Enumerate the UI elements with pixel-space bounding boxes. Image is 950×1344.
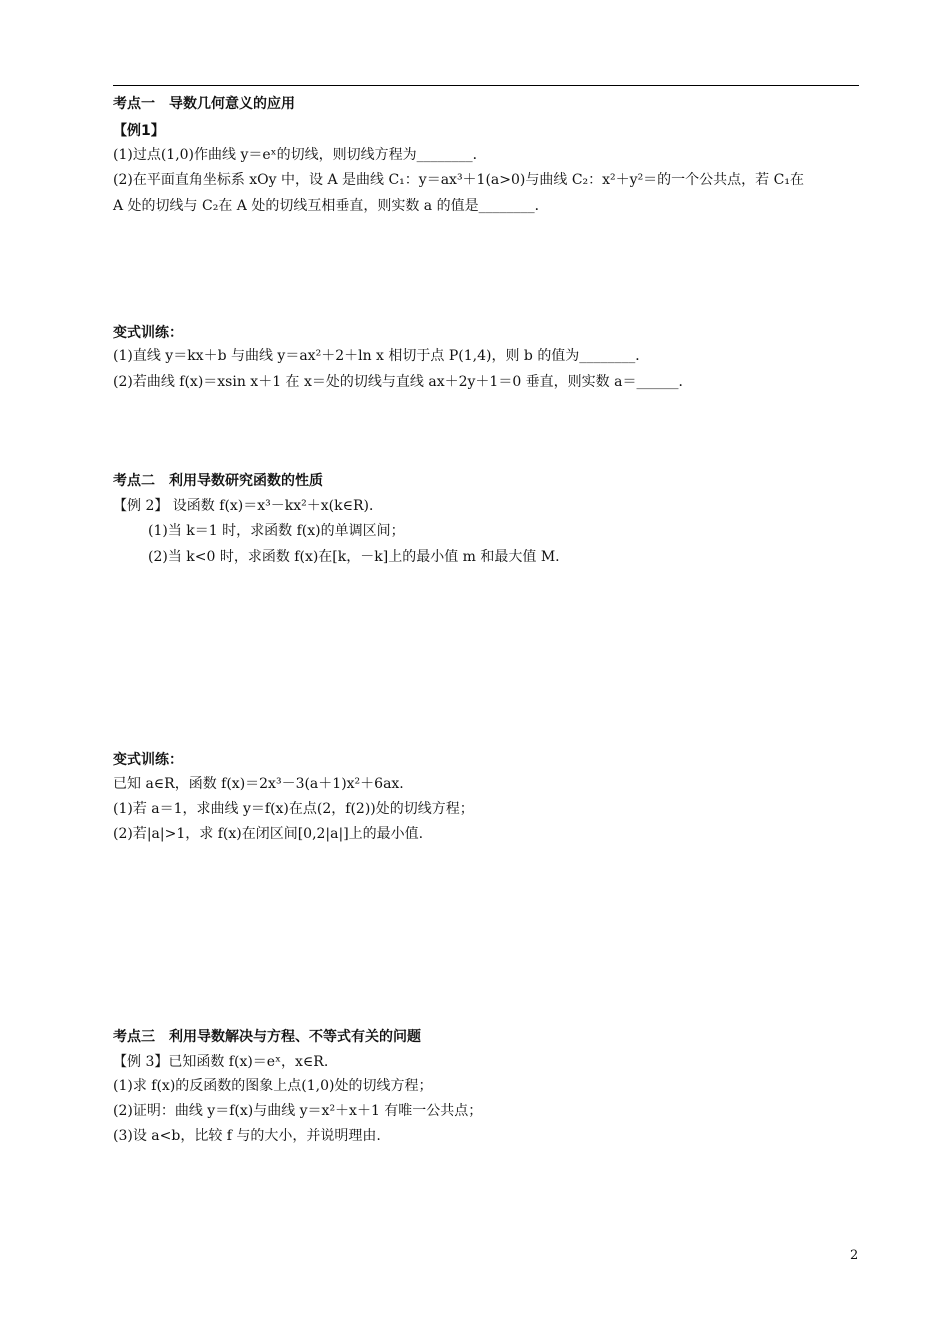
example1-part2-cont: A 处的切线与 C₂在 A 处的切线互相垂直，则实数 a 的值是________．: [113, 198, 549, 214]
practice2-part1: (1)若 a＝1，求曲线 y＝f(x)在点(2，f(2))处的切线方程；: [113, 801, 474, 817]
example3-line: 【例 3】已知函数 f(x)＝eˣ，x∈R.: [113, 1054, 329, 1070]
example3-part1: (1)求 f(x)的反函数的图象上点(1,0)处的切线方程；: [113, 1078, 433, 1094]
practice2-given: 已知 a∈R，函数 f(x)＝2x³－3(a＋1)x²＋6ax.: [113, 776, 404, 792]
practice1-heading: 变式训练：: [113, 325, 183, 341]
example2-part1: (1)当 k＝1 时，求函数 f(x)的单调区间；: [148, 523, 405, 539]
section3-heading: 考点三 利用导数解决与方程、不等式有关的问题: [113, 1029, 421, 1045]
practice1-part1: (1)直线 y＝kx＋b 与曲线 y＝ax²＋2＋ln x 相切于点 P(1,4)，则 b 的值为________．: [113, 348, 650, 364]
practice1-part2: (2)若曲线 f(x)＝xsin x＋1 在 x＝处的切线与直线 ax＋2y＋1＝0 垂直，则实数 a＝______．: [113, 374, 693, 390]
example1-part2: (2)在平面直角坐标系 xOy 中，设 A 是曲线 C₁：y＝ax³＋1(a>0)与曲线 C₂：x²＋y²＝的一个公共点，若 C₁在: [113, 172, 804, 188]
example2-part2: (2)当 k<0 时，求函数 f(x)在[k，－k]上的最小值 m 和最大值 M.: [148, 549, 560, 565]
example3-part3: (3)设 a<b，比较 f 与的大小，并说明理由.: [113, 1128, 381, 1144]
practice2-heading: 变式训练：: [113, 752, 183, 768]
header-rule: [113, 85, 859, 86]
example3-part2: (2)证明：曲线 y＝f(x)与曲线 y＝x²＋x＋1 有唯一公共点；: [113, 1103, 483, 1119]
practice2-part2: (2)若|a|>1，求 f(x)在闭区间[0,2|a|]上的最小值.: [113, 826, 424, 842]
section2-heading: 考点二 利用导数研究函数的性质: [113, 473, 323, 489]
example2-line: 【例 2】 设函数 f(x)＝x³－kx²＋x(k∈R)．: [113, 498, 383, 514]
page-number: 2: [850, 1248, 859, 1263]
example1-label: 【例1】: [113, 123, 165, 139]
example1-part1: (1)过点(1,0)作曲线 y＝eˣ的切线，则切线方程为________．: [113, 147, 487, 163]
section1-heading: 考点一 导数几何意义的应用: [113, 96, 295, 112]
